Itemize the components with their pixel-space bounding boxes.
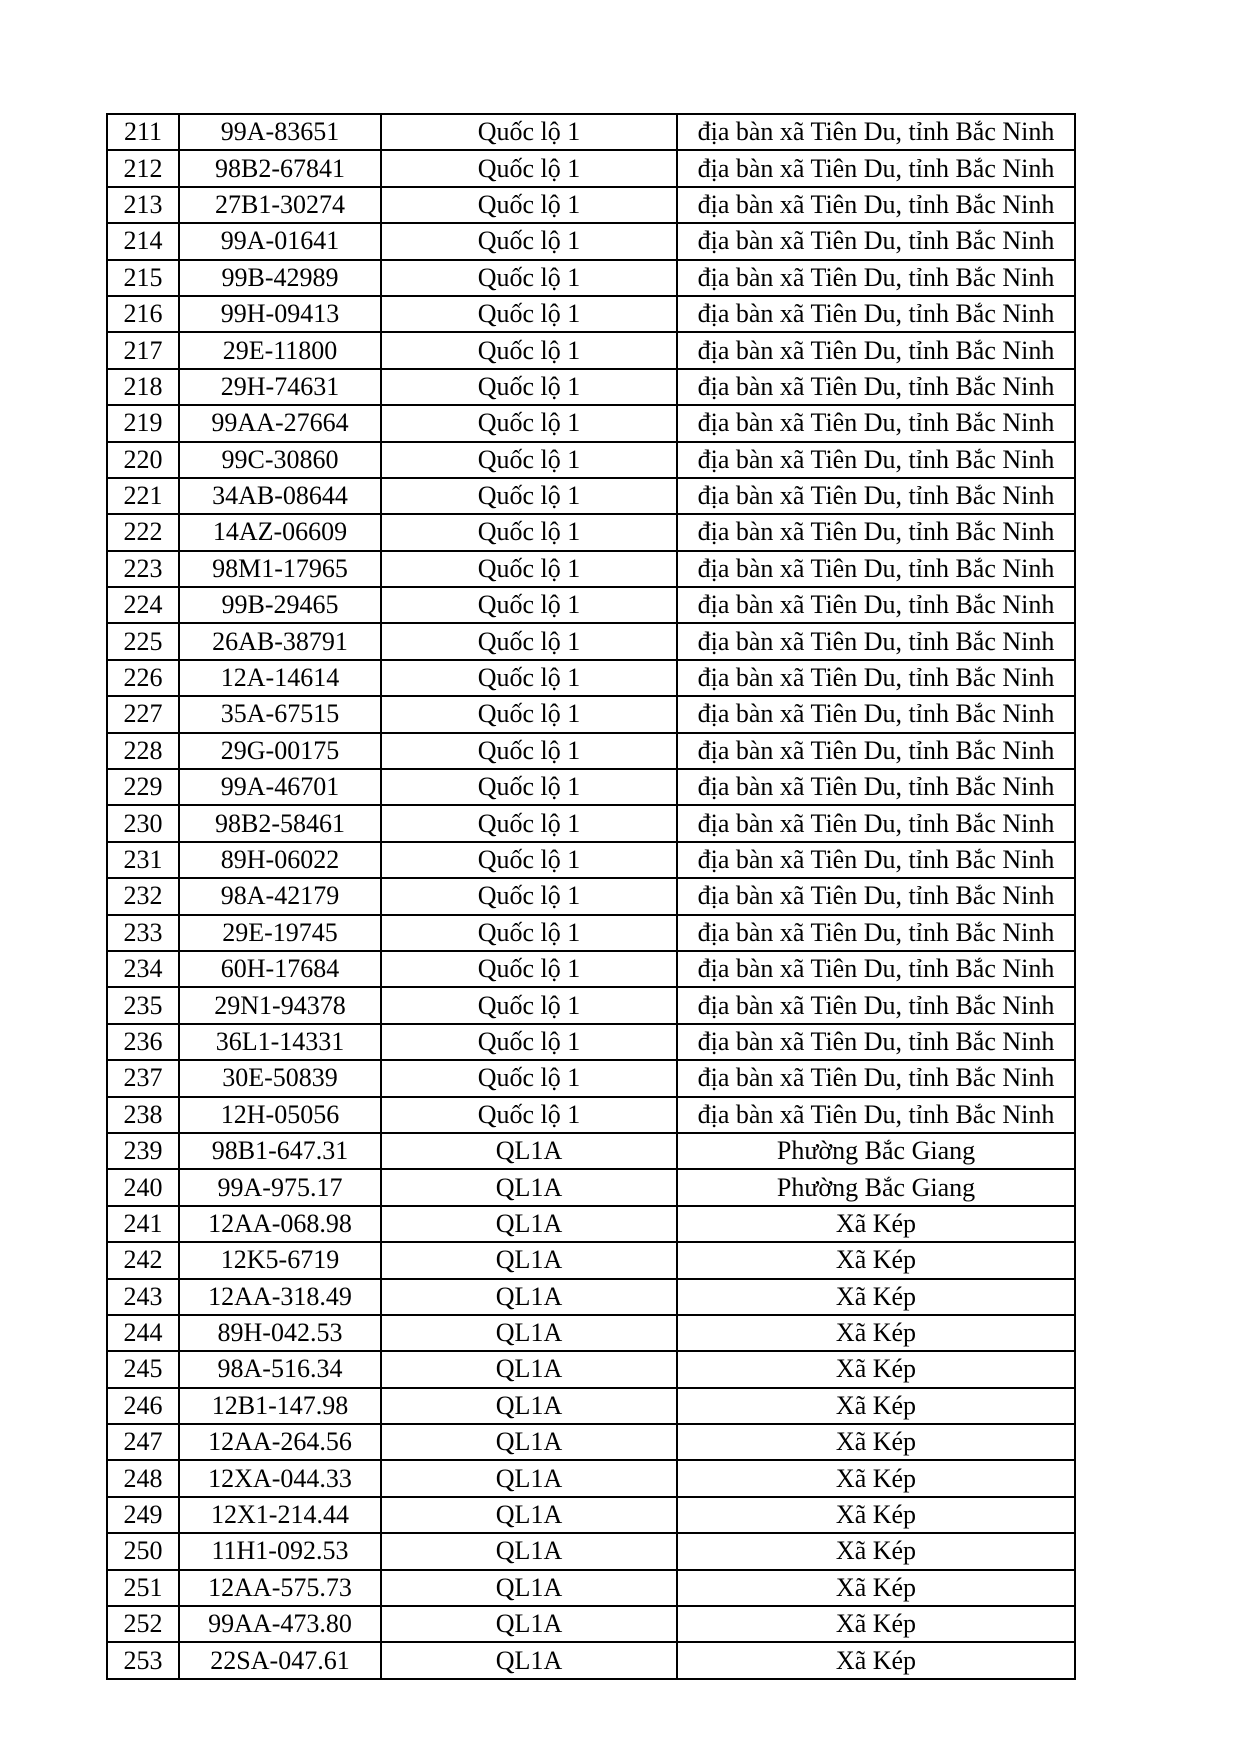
road-cell: QL1A bbox=[381, 1242, 677, 1278]
row-number-cell: 236 bbox=[107, 1024, 179, 1060]
violation-records-table bbox=[106, 113, 1076, 1680]
row-number-cell: 251 bbox=[107, 1570, 179, 1606]
row-number-cell: 244 bbox=[107, 1315, 179, 1351]
road-cell: Quốc lộ 1 bbox=[381, 623, 677, 659]
table-row bbox=[107, 1642, 1075, 1678]
row-number-cell: 227 bbox=[107, 696, 179, 732]
license-plate-cell: 29G-00175 bbox=[179, 733, 381, 769]
table-row bbox=[107, 1024, 1075, 1060]
location-cell: địa bàn xã Tiên Du, tỉnh Bắc Ninh bbox=[677, 842, 1075, 878]
table-row bbox=[107, 296, 1075, 332]
license-plate-cell: 99A-46701 bbox=[179, 769, 381, 805]
road-cell: QL1A bbox=[381, 1169, 677, 1205]
road-cell: Quốc lộ 1 bbox=[381, 805, 677, 841]
row-number-cell: 222 bbox=[107, 514, 179, 550]
row-number-cell: 239 bbox=[107, 1133, 179, 1169]
row-number-cell: 215 bbox=[107, 260, 179, 296]
table-row bbox=[107, 187, 1075, 223]
location-cell: Xã Kép bbox=[677, 1570, 1075, 1606]
location-cell: địa bàn xã Tiên Du, tỉnh Bắc Ninh bbox=[677, 514, 1075, 550]
road-cell: Quốc lộ 1 bbox=[381, 369, 677, 405]
row-number-cell: 228 bbox=[107, 733, 179, 769]
license-plate-cell: 98A-516.34 bbox=[179, 1351, 381, 1387]
row-number-cell: 238 bbox=[107, 1097, 179, 1133]
road-cell: Quốc lộ 1 bbox=[381, 187, 677, 223]
location-cell: Xã Kép bbox=[677, 1424, 1075, 1460]
license-plate-cell: 14AZ-06609 bbox=[179, 514, 381, 550]
table-row bbox=[107, 150, 1075, 186]
location-cell: Xã Kép bbox=[677, 1315, 1075, 1351]
row-number-cell: 225 bbox=[107, 623, 179, 659]
road-cell: Quốc lộ 1 bbox=[381, 587, 677, 623]
location-cell: địa bàn xã Tiên Du, tỉnh Bắc Ninh bbox=[677, 405, 1075, 441]
table-row bbox=[107, 769, 1075, 805]
license-plate-cell: 29N1-94378 bbox=[179, 987, 381, 1023]
location-cell: địa bàn xã Tiên Du, tỉnh Bắc Ninh bbox=[677, 442, 1075, 478]
location-cell: địa bàn xã Tiên Du, tỉnh Bắc Ninh bbox=[677, 187, 1075, 223]
license-plate-cell: 12K5-6719 bbox=[179, 1242, 381, 1278]
location-cell: địa bàn xã Tiên Du, tỉnh Bắc Ninh bbox=[677, 733, 1075, 769]
road-cell: Quốc lộ 1 bbox=[381, 514, 677, 550]
table-row bbox=[107, 114, 1075, 150]
table-row bbox=[107, 332, 1075, 368]
road-cell: Quốc lộ 1 bbox=[381, 842, 677, 878]
table-row bbox=[107, 660, 1075, 696]
license-plate-cell: 12AA-318.49 bbox=[179, 1279, 381, 1315]
row-number-cell: 232 bbox=[107, 878, 179, 914]
row-number-cell: 240 bbox=[107, 1169, 179, 1205]
table-row bbox=[107, 260, 1075, 296]
license-plate-cell: 22SA-047.61 bbox=[179, 1642, 381, 1678]
table-row bbox=[107, 1315, 1075, 1351]
location-cell: Xã Kép bbox=[677, 1497, 1075, 1533]
location-cell: địa bàn xã Tiên Du, tỉnh Bắc Ninh bbox=[677, 915, 1075, 951]
location-cell: Xã Kép bbox=[677, 1606, 1075, 1642]
table-row bbox=[107, 1206, 1075, 1242]
road-cell: QL1A bbox=[381, 1606, 677, 1642]
location-cell: Xã Kép bbox=[677, 1460, 1075, 1496]
row-number-cell: 248 bbox=[107, 1460, 179, 1496]
table-row bbox=[107, 587, 1075, 623]
row-number-cell: 218 bbox=[107, 369, 179, 405]
road-cell: QL1A bbox=[381, 1206, 677, 1242]
row-number-cell: 213 bbox=[107, 187, 179, 223]
table-row bbox=[107, 1351, 1075, 1387]
license-plate-cell: 12B1-147.98 bbox=[179, 1388, 381, 1424]
table-row bbox=[107, 1060, 1075, 1096]
row-number-cell: 242 bbox=[107, 1242, 179, 1278]
row-number-cell: 212 bbox=[107, 150, 179, 186]
table-row bbox=[107, 478, 1075, 514]
license-plate-cell: 36L1-14331 bbox=[179, 1024, 381, 1060]
location-cell: Phường Bắc Giang bbox=[677, 1169, 1075, 1205]
license-plate-cell: 35A-67515 bbox=[179, 696, 381, 732]
road-cell: Quốc lộ 1 bbox=[381, 696, 677, 732]
location-cell: Xã Kép bbox=[677, 1206, 1075, 1242]
row-number-cell: 245 bbox=[107, 1351, 179, 1387]
row-number-cell: 246 bbox=[107, 1388, 179, 1424]
road-cell: Quốc lộ 1 bbox=[381, 878, 677, 914]
road-cell: Quốc lộ 1 bbox=[381, 223, 677, 259]
table-row bbox=[107, 696, 1075, 732]
table-row bbox=[107, 1606, 1075, 1642]
road-cell: Quốc lộ 1 bbox=[381, 551, 677, 587]
location-cell: Xã Kép bbox=[677, 1642, 1075, 1678]
row-number-cell: 235 bbox=[107, 987, 179, 1023]
license-plate-cell: 29E-11800 bbox=[179, 332, 381, 368]
road-cell: Quốc lộ 1 bbox=[381, 951, 677, 987]
location-cell: địa bàn xã Tiên Du, tỉnh Bắc Ninh bbox=[677, 223, 1075, 259]
location-cell: địa bàn xã Tiên Du, tỉnh Bắc Ninh bbox=[677, 1060, 1075, 1096]
table-row bbox=[107, 623, 1075, 659]
license-plate-cell: 98B1-647.31 bbox=[179, 1133, 381, 1169]
license-plate-cell: 12XA-044.33 bbox=[179, 1460, 381, 1496]
road-cell: Quốc lộ 1 bbox=[381, 405, 677, 441]
table-row bbox=[107, 442, 1075, 478]
road-cell: Quốc lộ 1 bbox=[381, 442, 677, 478]
row-number-cell: 249 bbox=[107, 1497, 179, 1533]
license-plate-cell: 12H-05056 bbox=[179, 1097, 381, 1133]
table-row bbox=[107, 1097, 1075, 1133]
road-cell: QL1A bbox=[381, 1570, 677, 1606]
location-cell: Xã Kép bbox=[677, 1351, 1075, 1387]
location-cell: Xã Kép bbox=[677, 1279, 1075, 1315]
table-row bbox=[107, 1533, 1075, 1569]
location-cell: địa bàn xã Tiên Du, tỉnh Bắc Ninh bbox=[677, 623, 1075, 659]
table-row bbox=[107, 1169, 1075, 1205]
table-body bbox=[107, 114, 1075, 1679]
location-cell: Xã Kép bbox=[677, 1242, 1075, 1278]
road-cell: Quốc lộ 1 bbox=[381, 260, 677, 296]
table-row bbox=[107, 1460, 1075, 1496]
license-plate-cell: 29H-74631 bbox=[179, 369, 381, 405]
license-plate-cell: 98B2-67841 bbox=[179, 150, 381, 186]
row-number-cell: 247 bbox=[107, 1424, 179, 1460]
license-plate-cell: 98M1-17965 bbox=[179, 551, 381, 587]
row-number-cell: 250 bbox=[107, 1533, 179, 1569]
location-cell: Xã Kép bbox=[677, 1388, 1075, 1424]
location-cell: địa bàn xã Tiên Du, tỉnh Bắc Ninh bbox=[677, 150, 1075, 186]
table-row bbox=[107, 915, 1075, 951]
location-cell: địa bàn xã Tiên Du, tỉnh Bắc Ninh bbox=[677, 1024, 1075, 1060]
table-row bbox=[107, 514, 1075, 550]
row-number-cell: 220 bbox=[107, 442, 179, 478]
road-cell: Quốc lộ 1 bbox=[381, 478, 677, 514]
row-number-cell: 234 bbox=[107, 951, 179, 987]
location-cell: địa bàn xã Tiên Du, tỉnh Bắc Ninh bbox=[677, 805, 1075, 841]
license-plate-cell: 99B-42989 bbox=[179, 260, 381, 296]
road-cell: Quốc lộ 1 bbox=[381, 1060, 677, 1096]
road-cell: Quốc lộ 1 bbox=[381, 987, 677, 1023]
road-cell: QL1A bbox=[381, 1133, 677, 1169]
license-plate-cell: 89H-042.53 bbox=[179, 1315, 381, 1351]
road-cell: Quốc lộ 1 bbox=[381, 296, 677, 332]
table-row bbox=[107, 1570, 1075, 1606]
road-cell: QL1A bbox=[381, 1424, 677, 1460]
license-plate-cell: 29E-19745 bbox=[179, 915, 381, 951]
license-plate-cell: 26AB-38791 bbox=[179, 623, 381, 659]
table-row bbox=[107, 405, 1075, 441]
table-row bbox=[107, 369, 1075, 405]
row-number-cell: 233 bbox=[107, 915, 179, 951]
row-number-cell: 221 bbox=[107, 478, 179, 514]
table-row bbox=[107, 987, 1075, 1023]
road-cell: QL1A bbox=[381, 1533, 677, 1569]
row-number-cell: 226 bbox=[107, 660, 179, 696]
license-plate-cell: 99A-01641 bbox=[179, 223, 381, 259]
row-number-cell: 252 bbox=[107, 1606, 179, 1642]
license-plate-cell: 60H-17684 bbox=[179, 951, 381, 987]
row-number-cell: 223 bbox=[107, 551, 179, 587]
license-plate-cell: 12X1-214.44 bbox=[179, 1497, 381, 1533]
location-cell: địa bàn xã Tiên Du, tỉnh Bắc Ninh bbox=[677, 769, 1075, 805]
road-cell: QL1A bbox=[381, 1460, 677, 1496]
location-cell: Xã Kép bbox=[677, 1533, 1075, 1569]
row-number-cell: 241 bbox=[107, 1206, 179, 1242]
row-number-cell: 230 bbox=[107, 805, 179, 841]
license-plate-cell: 98A-42179 bbox=[179, 878, 381, 914]
table-row bbox=[107, 878, 1075, 914]
table-row bbox=[107, 1279, 1075, 1315]
road-cell: QL1A bbox=[381, 1279, 677, 1315]
road-cell: Quốc lộ 1 bbox=[381, 769, 677, 805]
table-row bbox=[107, 805, 1075, 841]
license-plate-cell: 99H-09413 bbox=[179, 296, 381, 332]
location-cell: địa bàn xã Tiên Du, tỉnh Bắc Ninh bbox=[677, 696, 1075, 732]
location-cell: địa bàn xã Tiên Du, tỉnh Bắc Ninh bbox=[677, 332, 1075, 368]
location-cell: địa bàn xã Tiên Du, tỉnh Bắc Ninh bbox=[677, 478, 1075, 514]
road-cell: QL1A bbox=[381, 1351, 677, 1387]
road-cell: QL1A bbox=[381, 1388, 677, 1424]
table-row bbox=[107, 1497, 1075, 1533]
row-number-cell: 224 bbox=[107, 587, 179, 623]
license-plate-cell: 12AA-264.56 bbox=[179, 1424, 381, 1460]
road-cell: QL1A bbox=[381, 1642, 677, 1678]
row-number-cell: 211 bbox=[107, 114, 179, 150]
license-plate-cell: 99AA-473.80 bbox=[179, 1606, 381, 1642]
row-number-cell: 217 bbox=[107, 332, 179, 368]
road-cell: Quốc lộ 1 bbox=[381, 1024, 677, 1060]
location-cell: địa bàn xã Tiên Du, tỉnh Bắc Ninh bbox=[677, 878, 1075, 914]
table-row bbox=[107, 1133, 1075, 1169]
location-cell: địa bàn xã Tiên Du, tỉnh Bắc Ninh bbox=[677, 260, 1075, 296]
location-cell: địa bàn xã Tiên Du, tỉnh Bắc Ninh bbox=[677, 1097, 1075, 1133]
license-plate-cell: 99AA-27664 bbox=[179, 405, 381, 441]
table-row bbox=[107, 1388, 1075, 1424]
road-cell: QL1A bbox=[381, 1315, 677, 1351]
table-row bbox=[107, 951, 1075, 987]
road-cell: Quốc lộ 1 bbox=[381, 660, 677, 696]
table-row bbox=[107, 1424, 1075, 1460]
license-plate-cell: 34AB-08644 bbox=[179, 478, 381, 514]
license-plate-cell: 99B-29465 bbox=[179, 587, 381, 623]
license-plate-cell: 27B1-30274 bbox=[179, 187, 381, 223]
row-number-cell: 237 bbox=[107, 1060, 179, 1096]
location-cell: địa bàn xã Tiên Du, tỉnh Bắc Ninh bbox=[677, 114, 1075, 150]
table-row bbox=[107, 223, 1075, 259]
row-number-cell: 219 bbox=[107, 405, 179, 441]
location-cell: Phường Bắc Giang bbox=[677, 1133, 1075, 1169]
license-plate-cell: 98B2-58461 bbox=[179, 805, 381, 841]
row-number-cell: 243 bbox=[107, 1279, 179, 1315]
location-cell: địa bàn xã Tiên Du, tỉnh Bắc Ninh bbox=[677, 587, 1075, 623]
row-number-cell: 253 bbox=[107, 1642, 179, 1678]
license-plate-cell: 99A-83651 bbox=[179, 114, 381, 150]
table-row bbox=[107, 1242, 1075, 1278]
license-plate-cell: 12A-14614 bbox=[179, 660, 381, 696]
table-row bbox=[107, 733, 1075, 769]
location-cell: địa bàn xã Tiên Du, tỉnh Bắc Ninh bbox=[677, 987, 1075, 1023]
row-number-cell: 229 bbox=[107, 769, 179, 805]
road-cell: QL1A bbox=[381, 1497, 677, 1533]
location-cell: địa bàn xã Tiên Du, tỉnh Bắc Ninh bbox=[677, 369, 1075, 405]
table-row bbox=[107, 842, 1075, 878]
road-cell: Quốc lộ 1 bbox=[381, 915, 677, 951]
license-plate-cell: 99C-30860 bbox=[179, 442, 381, 478]
road-cell: Quốc lộ 1 bbox=[381, 332, 677, 368]
license-plate-cell: 12AA-068.98 bbox=[179, 1206, 381, 1242]
license-plate-cell: 12AA-575.73 bbox=[179, 1570, 381, 1606]
location-cell: địa bàn xã Tiên Du, tỉnh Bắc Ninh bbox=[677, 296, 1075, 332]
location-cell: địa bàn xã Tiên Du, tỉnh Bắc Ninh bbox=[677, 660, 1075, 696]
road-cell: Quốc lộ 1 bbox=[381, 733, 677, 769]
row-number-cell: 216 bbox=[107, 296, 179, 332]
location-cell: địa bàn xã Tiên Du, tỉnh Bắc Ninh bbox=[677, 551, 1075, 587]
road-cell: Quốc lộ 1 bbox=[381, 1097, 677, 1133]
table-row bbox=[107, 551, 1075, 587]
row-number-cell: 231 bbox=[107, 842, 179, 878]
license-plate-cell: 30E-50839 bbox=[179, 1060, 381, 1096]
row-number-cell: 214 bbox=[107, 223, 179, 259]
road-cell: Quốc lộ 1 bbox=[381, 114, 677, 150]
road-cell: Quốc lộ 1 bbox=[381, 150, 677, 186]
license-plate-cell: 11H1-092.53 bbox=[179, 1533, 381, 1569]
location-cell: địa bàn xã Tiên Du, tỉnh Bắc Ninh bbox=[677, 951, 1075, 987]
license-plate-cell: 89H-06022 bbox=[179, 842, 381, 878]
license-plate-cell: 99A-975.17 bbox=[179, 1169, 381, 1205]
